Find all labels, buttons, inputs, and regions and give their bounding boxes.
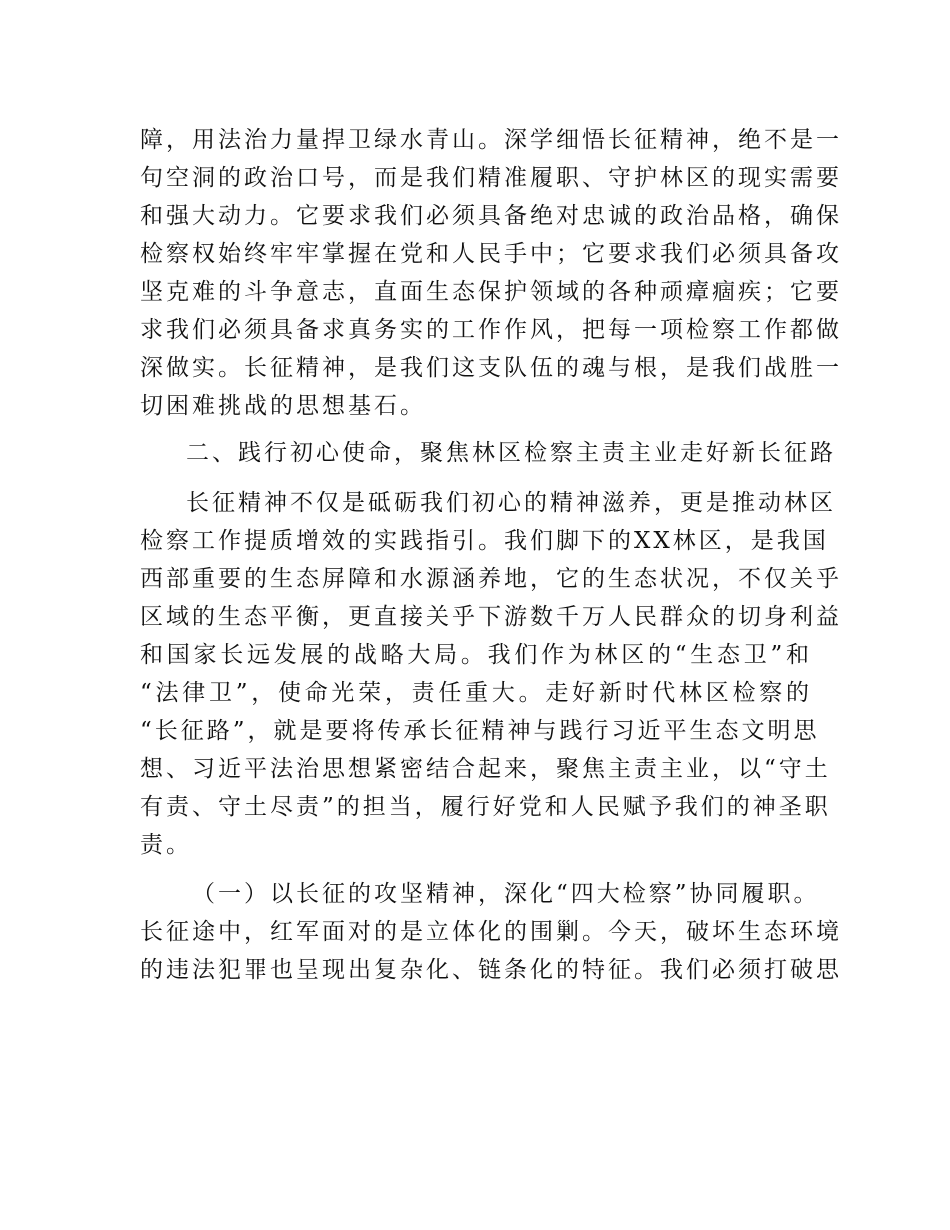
spacer xyxy=(140,472,812,484)
paragraph-1 xyxy=(140,121,842,425)
paragraph-line: 有责、守土尽责”的担当，履行好党和人民赋予我们的神圣职 xyxy=(140,794,831,820)
spacer xyxy=(140,425,812,434)
paragraph-line: 深做实。长征精神，是我们这支队伍的魂与根，是我们战胜一 xyxy=(140,355,842,381)
paragraph-line: 检察工作提质增效的实践指引。我们脚下的XX林区，是我国 xyxy=(140,528,829,554)
paragraph-line: 切困难挑战的思想基石。 xyxy=(140,393,426,419)
paragraph-2 xyxy=(140,484,842,864)
section-heading-text: 二、践行初心使命，聚焦林区检察主责主业走好新长征路 xyxy=(186,440,836,466)
paragraph-line: 和强大动力。它要求我们必须具备绝对忠诚的政治品格，确保 xyxy=(140,203,842,229)
paragraph-line: 区域的生态平衡，更直接关乎下游数千万人民群众的切身利益 xyxy=(140,604,842,630)
document-body xyxy=(140,121,842,989)
paragraph-line: 求我们必须具备求真务实的工作作风，把每一项检察工作都做 xyxy=(140,317,842,343)
paragraph-line: “法律卫”，使命光荣，责任重大。走好新时代林区检察的 xyxy=(140,680,812,706)
paragraph-3 xyxy=(140,875,842,989)
spacer xyxy=(140,864,812,875)
paragraph-line: 坚克难的斗争意志，直面生态保护领域的各种顽瘴痼疾；它要 xyxy=(140,279,842,305)
paragraph-line: 责。 xyxy=(140,832,192,858)
subsection-heading-line: （一）以长征的攻坚精神，深化“四大检察”协同履职。 xyxy=(192,881,820,907)
paragraph-line: 西部重要的生态屏障和水源涵养地，它的生态状况，不仅关乎 xyxy=(140,566,842,592)
paragraph-line: 的违法犯罪也呈现出复杂化、链条化的特征。我们必须打破思 xyxy=(140,957,842,983)
paragraph-line: 想、习近平法治思想紧密结合起来，聚焦主责主业，以“守土 xyxy=(140,756,831,782)
section-heading xyxy=(140,434,836,472)
paragraph-line: “长征路”，就是要将传承长征精神与践行习近平生态文明思 xyxy=(140,718,820,744)
paragraph-line: 障，用法治力量捍卫绿水青山。深学细悟长征精神，绝不是一 xyxy=(140,127,842,153)
paragraph-line: 长征精神不仅是砥砺我们初心的精神滋养，更是推动林区 xyxy=(186,490,836,516)
paragraph-line: 检察权始终牢牢掌握在党和人民手中；它要求我们必须具备攻 xyxy=(140,241,842,267)
paragraph-line: 长征途中，红军面对的是立体化的围剿。今天，破坏生态环境 xyxy=(140,919,842,945)
paragraph-line: 句空洞的政治口号，而是我们精准履职、守护林区的现实需要 xyxy=(140,165,842,191)
paragraph-line: 和国家长远发展的战略大局。我们作为林区的“生态卫”和 xyxy=(140,642,812,668)
